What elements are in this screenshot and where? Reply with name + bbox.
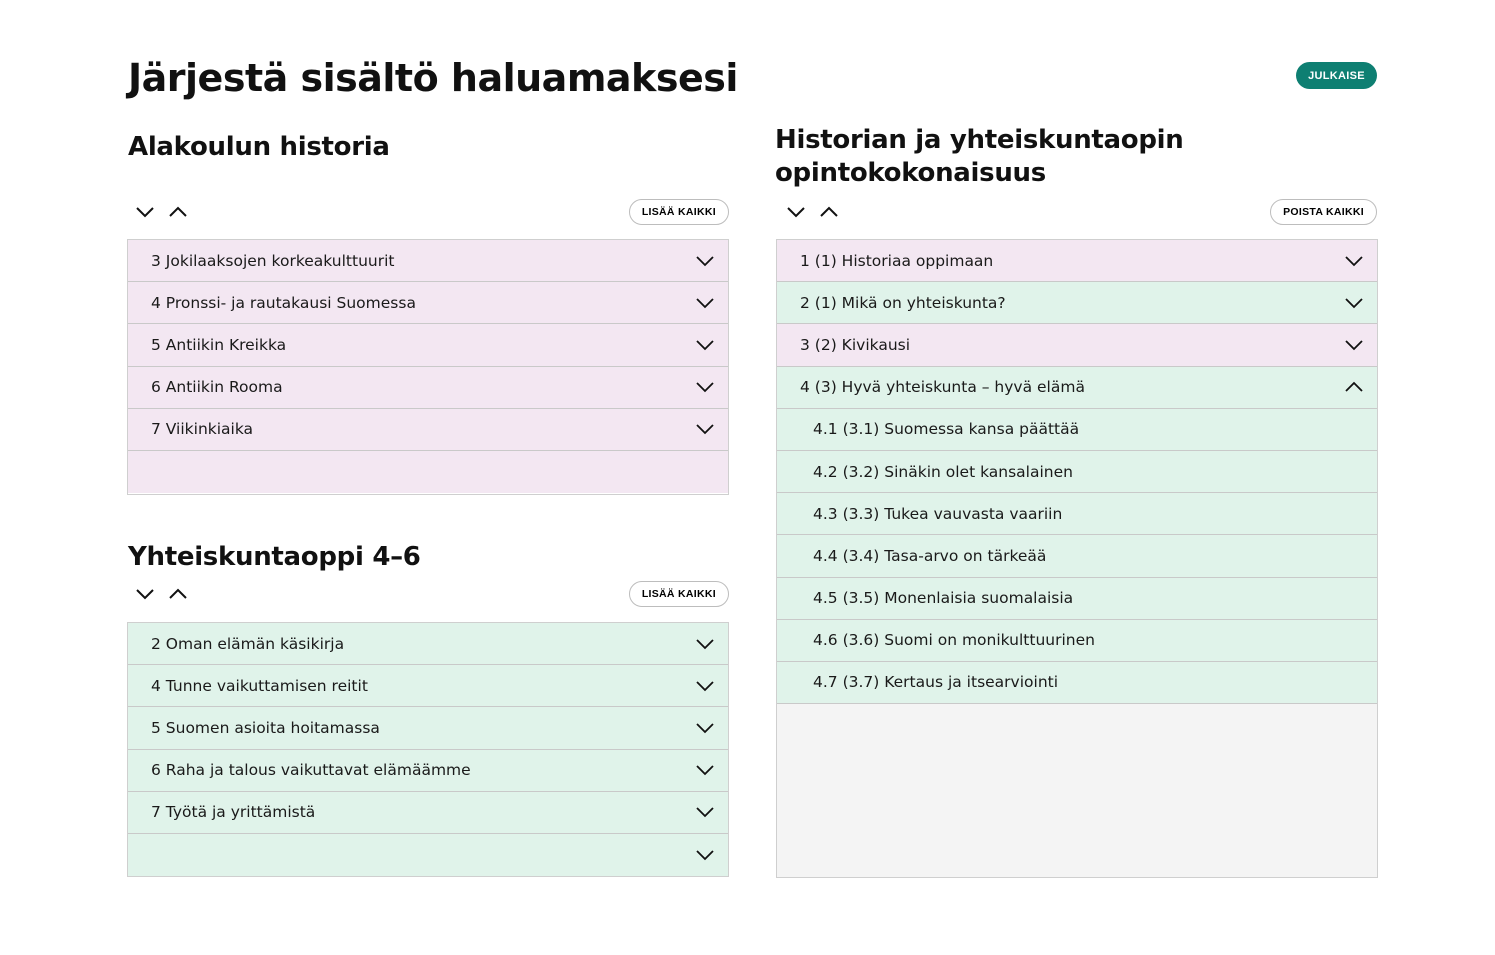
list-item-label: 6 Antiikin Rooma bbox=[151, 378, 283, 397]
list-item-label: 7 Viikinkiaika bbox=[151, 420, 254, 439]
list-item[interactable] bbox=[128, 623, 728, 665]
list-item[interactable] bbox=[128, 282, 728, 324]
list-yhteiskuntaoppi bbox=[127, 622, 729, 877]
list-subitem[interactable] bbox=[777, 451, 1377, 493]
chevron-down-icon[interactable] bbox=[696, 849, 714, 861]
expand-all-chevron-down-icon[interactable] bbox=[783, 199, 809, 225]
list-item-label: 4.5 (3.5) Monenlaisia suomalaisia bbox=[813, 589, 1074, 608]
add-all-button[interactable]: LISÄÄ KAIKKI bbox=[629, 581, 729, 607]
section-title-line2: opintokokonaisuus bbox=[775, 158, 1046, 188]
list-item-label: 5 Suomen asioita hoitamassa bbox=[151, 718, 380, 737]
chevron-down-icon[interactable] bbox=[696, 339, 714, 351]
chevron-down-icon[interactable] bbox=[1345, 339, 1363, 351]
expand-all-chevron-down-icon[interactable] bbox=[132, 581, 158, 607]
list-item[interactable] bbox=[777, 324, 1377, 366]
section-controls bbox=[132, 581, 729, 611]
list-item-label: 7 Työtä ja yrittämistä bbox=[151, 803, 316, 822]
chevron-down-icon[interactable] bbox=[696, 297, 714, 309]
chevron-down-icon[interactable] bbox=[696, 764, 714, 776]
collapse-all-chevron-up-icon[interactable] bbox=[165, 581, 191, 607]
list-item-label: 4.4 (3.4) Tasa-arvo on tärkeää bbox=[813, 546, 1047, 565]
list-subitem[interactable] bbox=[777, 662, 1377, 704]
list-item-label: 5 Antiikin Kreikka bbox=[151, 335, 287, 354]
empty-drop-row[interactable] bbox=[128, 834, 728, 876]
list-item-label: 4.1 (3.1) Suomessa kansa päättää bbox=[813, 420, 1080, 439]
list-item-label: 4 Pronssi- ja rautakausi Suomessa bbox=[151, 293, 416, 312]
chevron-down-icon[interactable] bbox=[696, 680, 714, 692]
list-item[interactable] bbox=[128, 409, 728, 451]
list-item-label: 4 (3) Hyvä yhteiskunta – hyvä elämä bbox=[800, 378, 1085, 397]
list-item[interactable] bbox=[128, 324, 728, 366]
expand-all-chevron-down-icon[interactable] bbox=[132, 199, 158, 225]
list-item-label: 2 Oman elämän käsikirja bbox=[151, 634, 345, 653]
list-item-label: 2 (1) Mikä on yhteiskunta? bbox=[800, 293, 1006, 312]
section-title-alakoulun-historia: Alakoulun historia bbox=[128, 132, 390, 162]
empty-drop-row bbox=[128, 451, 728, 493]
list-item[interactable] bbox=[128, 367, 728, 409]
chevron-down-icon[interactable] bbox=[696, 806, 714, 818]
list-item[interactable] bbox=[128, 707, 728, 749]
list-item-label: 4 Tunne vaikuttamisen reitit bbox=[151, 676, 368, 695]
list-item[interactable] bbox=[128, 750, 728, 792]
chevron-down-icon[interactable] bbox=[1345, 297, 1363, 309]
list-subitem[interactable] bbox=[777, 620, 1377, 662]
list-item[interactable] bbox=[128, 665, 728, 707]
chevron-down-icon[interactable] bbox=[696, 638, 714, 650]
chevron-down-icon[interactable] bbox=[696, 381, 714, 393]
chevron-down-icon[interactable] bbox=[696, 722, 714, 734]
chevron-up-icon[interactable] bbox=[1345, 381, 1363, 393]
list-subitem[interactable] bbox=[777, 578, 1377, 620]
list-subitem[interactable] bbox=[777, 535, 1377, 577]
list-item-label: 3 (2) Kivikausi bbox=[800, 335, 911, 354]
section-title-yhteiskuntaoppi: Yhteiskuntaoppi 4–6 bbox=[128, 542, 421, 572]
list-item-label: 4.2 (3.2) Sinäkin olet kansalainen bbox=[813, 462, 1073, 481]
list-opintokokonaisuus bbox=[776, 239, 1378, 878]
list-item[interactable] bbox=[128, 240, 728, 282]
add-all-button[interactable]: LISÄÄ KAIKKI bbox=[629, 199, 729, 225]
collapse-all-chevron-up-icon[interactable] bbox=[165, 199, 191, 225]
list-item-expanded[interactable] bbox=[777, 367, 1377, 409]
section-controls bbox=[783, 199, 1377, 229]
list-subitem[interactable] bbox=[777, 409, 1377, 451]
list-item-label: 4.7 (3.7) Kertaus ja itsearviointi bbox=[813, 673, 1059, 692]
section-title-line1: Historian ja yhteiskuntaopin bbox=[775, 125, 1184, 155]
list-item-label: 4.3 (3.3) Tukea vauvasta vaariin bbox=[813, 504, 1063, 523]
remove-all-button[interactable]: POISTA KAIKKI bbox=[1270, 199, 1377, 225]
publish-button[interactable]: JULKAISE bbox=[1296, 62, 1377, 89]
list-alakoulun-historia bbox=[127, 239, 729, 495]
list-item[interactable] bbox=[128, 792, 728, 834]
page-title: Järjestä sisältö haluamaksesi bbox=[128, 56, 738, 100]
section-title-opintokokonaisuus bbox=[775, 124, 1183, 190]
list-item[interactable] bbox=[777, 282, 1377, 324]
list-item-label: 6 Raha ja talous vaikuttavat elämäämme bbox=[151, 761, 471, 780]
section-controls bbox=[132, 199, 729, 229]
chevron-down-icon[interactable] bbox=[696, 423, 714, 435]
chevron-down-icon[interactable] bbox=[696, 255, 714, 267]
list-item-label: 1 (1) Historiaa oppimaan bbox=[800, 251, 994, 270]
list-item-label: 4.6 (3.6) Suomi on monikulttuurinen bbox=[813, 631, 1095, 650]
list-item[interactable] bbox=[777, 240, 1377, 282]
list-subitem[interactable] bbox=[777, 493, 1377, 535]
chevron-down-icon[interactable] bbox=[1345, 255, 1363, 267]
list-item-label: 3 Jokilaaksojen korkeakulttuurit bbox=[151, 251, 395, 270]
collapse-all-chevron-up-icon[interactable] bbox=[816, 199, 842, 225]
